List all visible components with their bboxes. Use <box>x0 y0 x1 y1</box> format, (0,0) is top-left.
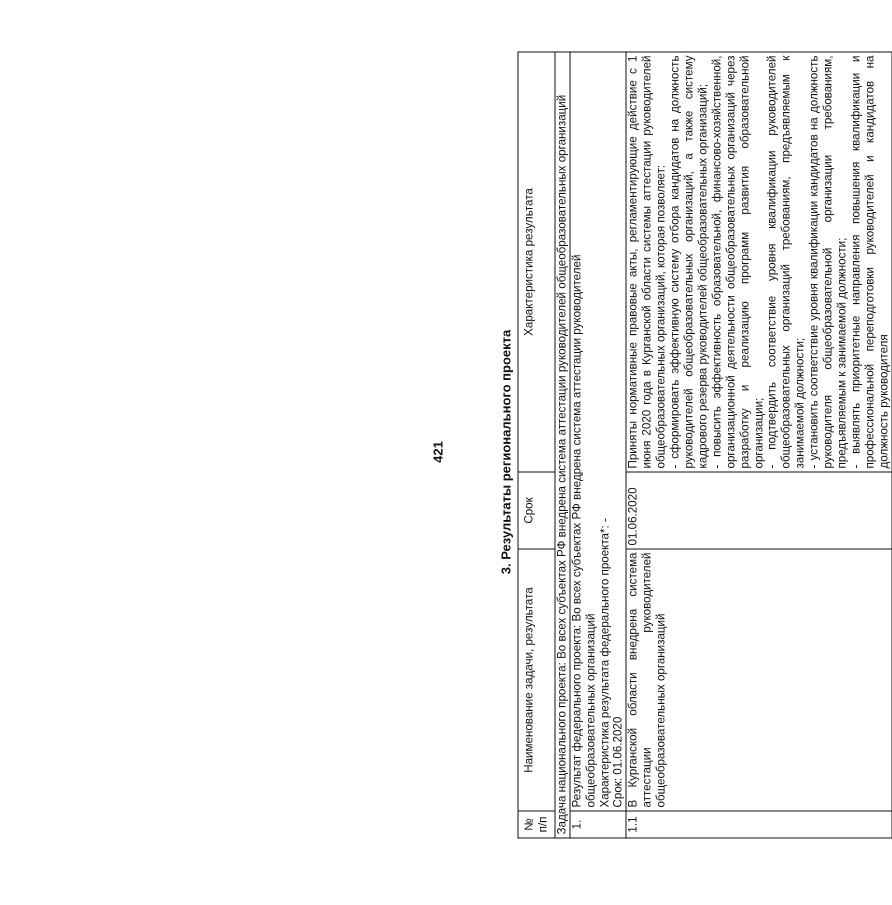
page-number: 421 <box>430 441 446 463</box>
header-characteristic: Характеристика результата <box>518 52 555 472</box>
subresult-term: 01.06.2020 <box>626 472 891 549</box>
result-description <box>570 52 627 811</box>
result-row <box>570 52 627 838</box>
header-num: № п/п <box>518 811 555 838</box>
characteristic-paragraph: Приняты нормативные правовые акты, регламентирующие действие с 1 июня 2020 года в Курганской области системы аттестации руководителей общеобразовательных организаций, которая позволяет: <box>626 55 668 469</box>
header-name: Наименование задачи, результата <box>518 549 555 811</box>
subresult-name: В Курганской области внедрена система аттестации руководителей общеобразовательных организаций <box>626 549 891 811</box>
subresult-characteristic <box>626 52 891 472</box>
result-line: Результат федерального проекта: Во всех субъектах РФ внедрена система аттестации руководителей <box>570 254 584 808</box>
subresult-row <box>626 52 891 838</box>
task-row <box>555 52 570 838</box>
header-row <box>518 52 555 838</box>
result-line: Характеристика результата федерального проекта*: - <box>598 518 612 808</box>
result-line: общеобразовательных организаций <box>584 613 598 808</box>
rotated-page <box>1 0 891 905</box>
characteristic-paragraph: - подтвердить соответствие уровня квалификации руководителей общеобразовательных организаций требованиям, предъявляемым к занимаемой должности; <box>765 55 807 469</box>
characteristic-paragraph: - выявлять приоритетные направления повышения квалификации и профессиональной переподготовки руководителей и кандидатов на должность руководителя <box>849 55 891 469</box>
header-term: Срок <box>518 472 555 549</box>
task-text: Задача национального проекта: Во всех субъектах РФ внедрена система аттестации руководителей общеобразовательных организаций <box>555 52 570 838</box>
characteristic-paragraph: - повысить эффективность образовательной, финансово-хозяйственной, организационной деятельности общеобразовательных организаций через разработку и реализацию программ развития образовательной организации; <box>710 55 765 469</box>
result-line: Срок: 01.06.2020 <box>611 716 625 808</box>
row-num: 1.1 <box>626 811 891 838</box>
characteristic-paragraph: - сформировать эффективную систему отбора кандидатов на должность руководителей общеобразовательных организаций, а также систему кадрового резерва руководителей общеобразовательных организаций; <box>668 55 710 469</box>
results-table <box>518 52 892 839</box>
section-title: 3. Результаты регионального проекта <box>498 329 514 575</box>
row-num: 1. <box>570 811 627 838</box>
characteristic-paragraph: - установить соответствие уровня квалификации кандидатов на должность руководителя общеобразовательной организации требованиям, предъявляемым к занимаемой должности; <box>807 55 849 469</box>
